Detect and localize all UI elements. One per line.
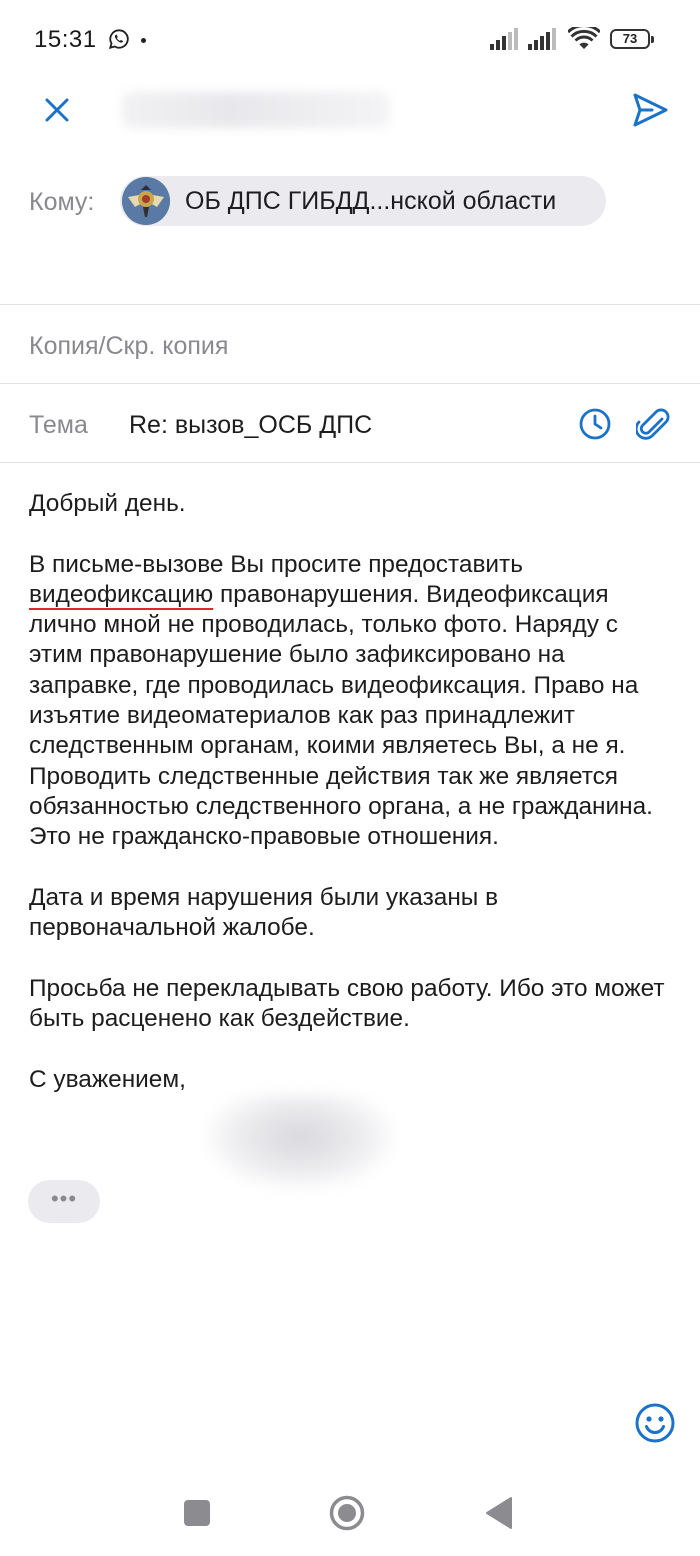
text-segment: В письме-вызове Вы просите предоставить [29, 550, 523, 578]
wifi-icon [568, 27, 600, 51]
show-quoted-button[interactable] [28, 1180, 100, 1223]
greeting: Добрый день. [29, 490, 186, 517]
misspelled-word[interactable]: видеофиксацию [29, 580, 214, 608]
status-time: 15:31 [34, 26, 97, 53]
home-icon[interactable] [329, 1495, 365, 1531]
battery-icon: 73 [610, 29, 650, 49]
notification-dot [141, 38, 146, 43]
status-bar [0, 0, 700, 80]
divider [0, 383, 700, 384]
sign-off: С уважением, [29, 1065, 186, 1093]
paperclip-icon[interactable] [636, 405, 670, 443]
subject-label: Тема [29, 411, 88, 439]
recents-button[interactable] [184, 1500, 210, 1526]
body-paragraph: Дата и время нарушения были указаны в первоначальной жалобе. [29, 883, 499, 942]
recipient-avatar [122, 177, 170, 225]
recipient-name: ОБ ДПС ГИБДД...нской области [185, 187, 557, 215]
message-body[interactable] [29, 489, 669, 1125]
signal-icon [528, 28, 560, 50]
divider [0, 304, 700, 305]
close-icon[interactable] [38, 91, 76, 129]
emoji-icon[interactable] [634, 1402, 676, 1444]
cc-bcc-field[interactable]: Копия/Скр. копия [29, 332, 229, 360]
subject-input[interactable]: Re: вызов_ОСБ ДПС [129, 411, 373, 439]
body-paragraph [29, 550, 669, 853]
emblem-icon [122, 177, 170, 225]
divider [0, 462, 700, 463]
body-paragraph: Просьба не перекладывать свою работу. Ибо это может быть расценено как бездействие. [29, 974, 665, 1033]
send-icon[interactable] [630, 90, 670, 130]
whatsapp-icon [108, 28, 130, 50]
sender-name-redacted [122, 92, 390, 128]
text-segment: правонарушения. Видеофиксация лично мной не проводилась, только фото. Наряду с этим правонарушение было зафиксировано на заправке, где проводилась видеофиксация. Право на изъятие видеоматериалов как раз принадлежит следственным органам, коими являетесь Вы, а не я. Проводить следственные действия так же является обязанностью следственного органа, а не гражданина. Это не гражданско-правовые отношения. [29, 580, 653, 851]
to-label: Кому: [29, 188, 95, 216]
recipient-chip[interactable] [120, 176, 606, 226]
more-label: ••• [50, 1186, 78, 1211]
signature-redacted [205, 1094, 395, 1190]
back-icon[interactable] [484, 1495, 514, 1531]
signal-icon [490, 28, 522, 50]
clock-icon[interactable] [578, 407, 612, 441]
